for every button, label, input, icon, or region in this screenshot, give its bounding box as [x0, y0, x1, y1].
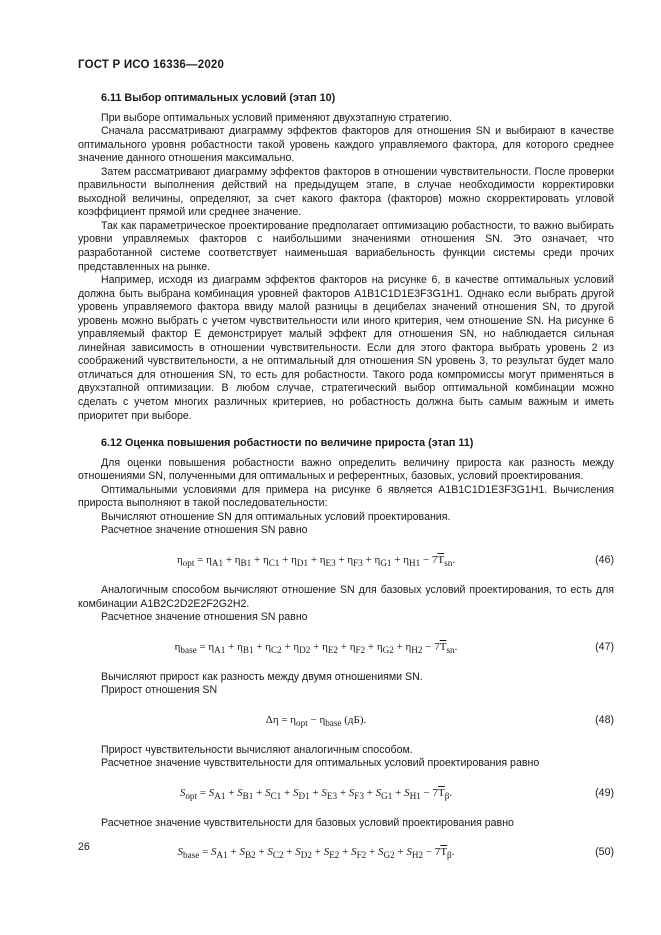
formula-48	[78, 712, 614, 732]
paragraph: Расчетное значение отношения SN равно	[101, 611, 308, 624]
section-6-12-title: 6.12 Оценка повышения робастности по величине прироста (этап 11)	[101, 437, 474, 450]
paragraph: Сначала рассматривают диаграмму эффектов факторов для отношения SN и выбирают в качестве оптимального уровня робастности такой уровень каждого управляемого фактора, для которого среднее значение данного отношения максимально.	[78, 125, 614, 165]
section-6-11-title: 6.11 Выбор оптимальных условий (этап 10)	[101, 92, 336, 104]
formula-46	[78, 552, 614, 572]
formula-47	[78, 639, 614, 659]
formula-46-expression: $\eta_{opt} = \eta_{A1} + \eta_{B1} + \eta_{C1} + \eta_{D1} + \eta_{E3} + \eta_{F3} + \eta_{G1} + \eta_{H1} - 7\overline{T}_{sn}$.	[176, 553, 456, 569]
paragraph: При выборе оптимальных условий применяют двухэтапную стратегию.	[101, 111, 452, 124]
paragraph: Прирост отношения SN	[101, 684, 218, 697]
formula-48-expression: $\Delta\eta = \eta_{opt} - \eta_{base}$ (дБ).	[265, 713, 367, 728]
paragraph: Вычисляют отношение SN для оптимальных условий проектирования.	[101, 510, 451, 523]
page-content	[78, 92, 614, 876]
paragraph: Например, исходя из диаграмм эффектов факторов на рисунке 6, в качестве оптимальных условий должна быть выбрана комбинация уровней факторов A1B1C1D1E3F3G1H1. Однако если выбрать другой уровень управляемого фактора ввиду малой разницы в децибелах значений отношения SN, то другой уровень можно выбрать с учетом чувствительности или иного критерия, чем отношение SN. На рисунке 6 управляемый фактор E демонстрирует малый эффект для отношения SN, но наблюдается сильная линейная зависимость в отношении чувствительности. Если для этого фактора выбрать уровень 2 из соображений чувствительности, а не оптимальный для отношения SN уровень 3, то результат будет мало отличаться для отношения SN, то есть для робастности. Такого рода компромиссы могут применяться в двухэтапной оптимизации. В любом случае, стратегический выбор оптимальной комбинации можно сделать с учетом многих различных критериев, но робастность должна быть самым важным и иметь приоритет при выборе.	[78, 274, 614, 422]
paragraph: Расчетное значение отношения SN равно	[101, 524, 308, 537]
formula-47-number: (47)	[595, 640, 614, 653]
page-number: 26	[78, 841, 90, 853]
formula-50-number: (50)	[595, 846, 614, 859]
formula-49-expression: $S_{opt} = S_{A1} + S_{B1} + S_{C1} + S_{D1} + S_{E3} + S_{F3} + S_{G1} + S_{H1} - 7\overline{T}_\beta$.	[179, 786, 453, 801]
paragraph: Аналогичным способом вычисляют отношение SN для базовых условий проектирования, то есть для комбинации A1B2C2D2E2F2G2H2.	[78, 583, 614, 610]
formula-50	[78, 844, 614, 864]
formula-49-number: (49)	[595, 786, 614, 799]
formula-49	[78, 785, 614, 805]
formula-48-number: (48)	[595, 713, 614, 726]
paragraph: Расчетное значение чувствительности для оптимальных условий проектирования равно	[101, 757, 540, 770]
paragraph: Прирост чувствительности вычисляют аналогичным способом.	[101, 743, 413, 756]
paragraph: Так как параметрическое проектирование предполагает оптимизацию робастности, то важно выбирать уровни управляемых факторов с наибольшими значениями отношения SN. Это означает, что разработанной системе соответствует наименьшая вариабельность функции системы среди прочих представленных на рынке.	[78, 219, 614, 273]
paragraph: Расчетное значение чувствительности для базовых условий проектирования равно	[101, 816, 514, 829]
paragraph: Для оценки повышения робастности важно определить величину прироста как разность между отношениями SN, полученными для оптимальных и референтных, базовых, условий проектирования.	[78, 456, 614, 483]
document-header: ГОСТ Р ИСО 16336—2020	[78, 59, 225, 71]
paragraph: Вычисляют прирост как разность между двумя отношениями SN.	[101, 670, 423, 683]
formula-47-expression: $\eta_{base} = \eta_{A1} + \eta_{B1} + \eta_{C2} + \eta_{D2} + \eta_{E2} + \eta_{F2} + \eta_{G2} + \eta_{H2} - 7\overline{T}_{sn}$.	[174, 640, 458, 655]
paragraph: Затем рассматривают диаграмму эффектов факторов в отношении чувствительности. После проверки правильности выполнения действий на предыдущем этапе, в случае необходимости корректировки выходной величины, определяют, за счет какого фактора (факторов) можно скорректировать угловой коэффициент прямой или среднее значение.	[78, 165, 614, 219]
paragraph: Оптимальными условиями для примера на рисунке 6 является A1B1C1D1E3F3G1H1. Вычисления прироста выполняют в такой последовательности:	[78, 483, 614, 510]
formula-46-number: (46)	[595, 553, 614, 566]
formula-50-expression: $S_{base} = S_{A1} + S_{B2} + S_{C2} + S_{D2} + S_{E2} + S_{F2} + S_{G2} + S_{H2} - 7\overline{T}_\beta$.	[177, 846, 455, 861]
